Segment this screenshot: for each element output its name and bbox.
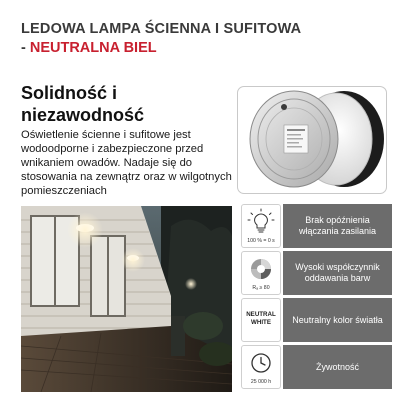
neutral-white-line-1: NEUTRAL (246, 311, 276, 318)
feature-lifetime-label: Żywotność (283, 345, 392, 389)
title-accent: NEUTRALNA BIEL (29, 40, 157, 56)
product-title (21, 20, 396, 58)
feature-instant-on (241, 204, 392, 248)
product-image-box (237, 86, 387, 194)
feature-instant-on-icon-box (241, 204, 281, 248)
instant-on-value: 100 % = 0 s (247, 238, 275, 244)
color-rendering-value: Rₐ ≥ 80 (252, 285, 270, 291)
color-rendering-icon (242, 255, 280, 285)
lifetime-value: 25 000 h (250, 379, 272, 385)
title-dash: - (21, 40, 30, 56)
neutral-white-badge (241, 298, 281, 342)
feature-color-rendering-icon-box (241, 251, 281, 295)
heading-line-1: Solidność i (21, 83, 118, 103)
section-heading (21, 82, 144, 126)
installation-photo (21, 206, 232, 392)
feature-neutral-white (241, 298, 392, 342)
neutral-white-line-2: WHITE (251, 319, 271, 326)
feature-color-rendering-label: Wysoki współczynnik oddawania barw (283, 251, 392, 295)
heading-line-2: niezawodność (21, 105, 145, 125)
product-description: Oświetlenie ścienne i sufitowe jest wodoodporne i zabezpieczone przed wnikaniem owadów. Nadaje się do stosowania na zewnątrz oraz w wilgotnych pomieszczeniach (21, 129, 232, 197)
title-line-2 (21, 39, 396, 58)
bulb-icon (242, 208, 280, 238)
feature-instant-on-label: Brak opóźnienia włączania zasilania (283, 204, 392, 248)
feature-lifetime (241, 345, 392, 389)
lamp-product-image (238, 87, 387, 194)
feature-color-rendering (241, 251, 392, 295)
feature-neutral-white-label: Neutralny kolor światła (283, 298, 392, 342)
feature-lifetime-icon-box (241, 345, 281, 389)
title-line-1: LEDOWA LAMPA ŚCIENNA I SUFITOWA (21, 21, 302, 37)
clock-icon (242, 349, 280, 379)
lamp-screw-hole (281, 104, 287, 110)
